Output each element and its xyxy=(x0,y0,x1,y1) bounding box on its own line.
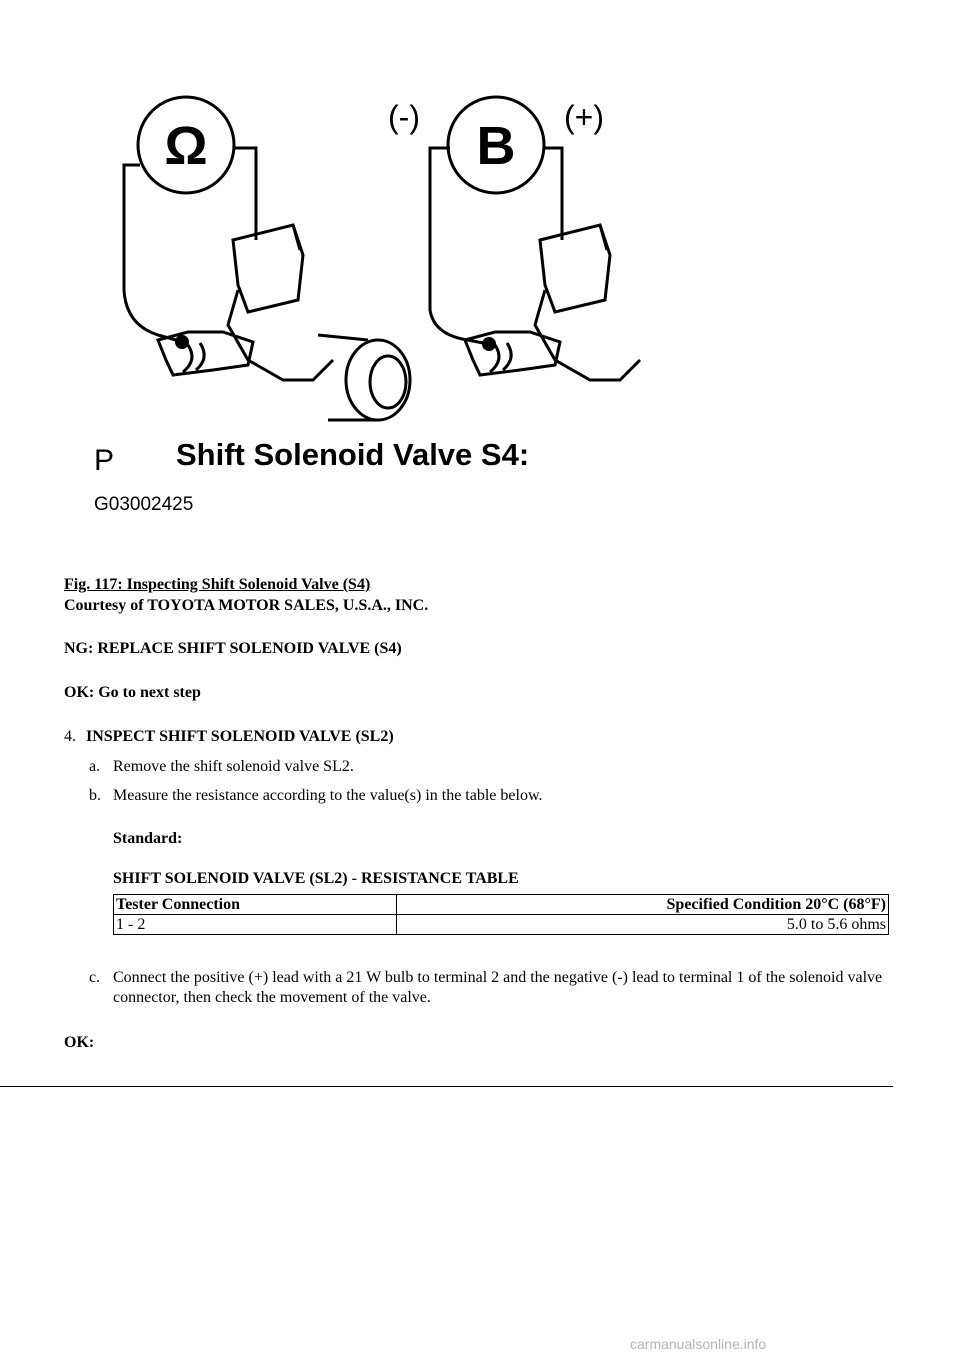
plus-label: (+) xyxy=(564,99,604,135)
substep-b-letter: b. xyxy=(89,787,101,804)
left-lead-wire-2 xyxy=(233,148,256,240)
substep-b-text: Measure the resistance according to the value(s) in the table below. xyxy=(113,787,543,804)
solenoid-figure xyxy=(88,80,648,520)
substep-a-letter: a. xyxy=(89,758,101,775)
minus-label: (-) xyxy=(388,99,420,135)
figure-p-label: P xyxy=(94,444,115,477)
battery-symbol: B xyxy=(476,116,516,176)
ohm-symbol: Ω xyxy=(164,116,208,176)
resistance-table xyxy=(113,894,889,935)
substep-a-text: Remove the shift solenoid valve SL2. xyxy=(113,758,354,775)
table-header-row xyxy=(114,895,889,915)
right-solenoid xyxy=(465,225,648,420)
figure-code-label: G03002425 xyxy=(94,494,194,515)
figure-caption-courtesy: Courtesy of TOYOTA MOTOR SALES, U.S.A., INC. xyxy=(64,597,429,614)
header-tester-connection: Tester Connection xyxy=(114,895,397,915)
substep-c-text: Connect the positive (+) lead with a 21 W bulb to terminal 2 and the negative (-) lead to terminal 1 of the solenoid valve connector, then check the movement of the valve. xyxy=(113,969,883,1006)
ng-result: NG: REPLACE SHIFT SOLENOID VALVE (S4) xyxy=(64,640,402,657)
site-watermark: carmanualsonline.info xyxy=(630,1336,767,1352)
standard-label: Standard: xyxy=(113,830,183,847)
header-specified-condition: Specified Condition 20°C (68°F) xyxy=(396,895,888,915)
cell-connection: 1 - 2 xyxy=(114,915,397,935)
ok-result: OK: Go to next step xyxy=(64,684,201,701)
figure-title-label: Shift Solenoid Valve S4: xyxy=(176,437,530,472)
right-probe-dot xyxy=(482,337,496,351)
right-lead-wire-2 xyxy=(543,148,562,240)
cell-condition: 5.0 to 5.6 ohms xyxy=(396,915,888,935)
figure-caption xyxy=(64,574,428,616)
substep-c-letter: c. xyxy=(89,969,101,986)
left-probe-dot xyxy=(175,335,189,349)
step-number: 4. xyxy=(64,728,76,745)
figure-caption-title: Fig. 117: Inspecting Shift Solenoid Valve (S4) xyxy=(64,576,371,593)
table-row xyxy=(114,915,889,935)
ok-final: OK: xyxy=(64,1034,95,1051)
page-divider xyxy=(0,1086,893,1087)
left-solenoid xyxy=(158,225,410,420)
step-title: INSPECT SHIFT SOLENOID VALVE (SL2) xyxy=(86,728,394,745)
resistance-table-title: SHIFT SOLENOID VALVE (SL2) - RESISTANCE TABLE xyxy=(113,870,519,887)
